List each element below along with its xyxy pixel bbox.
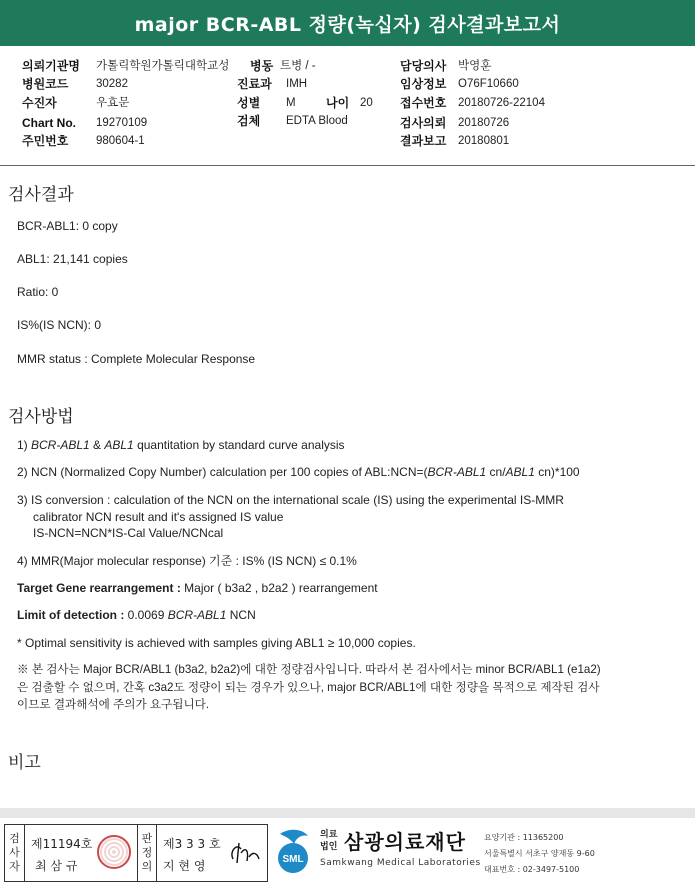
gene-name: ABL1: [104, 438, 134, 452]
gene-name: BCR-ABL1: [167, 608, 227, 622]
method-step-1: 1) BCR-ABL1 & ABL1 quantitation by standard curve analysis: [17, 438, 345, 452]
pathologist-name: 지 현 영: [163, 859, 206, 873]
logo-mark-text: SML: [282, 854, 304, 865]
id-number-value: 980604-1: [96, 135, 145, 147]
report-date-label: 결과보고: [400, 134, 447, 148]
request-date-label: 검사의뢰: [400, 116, 447, 130]
chart-no-label: Chart No.: [22, 116, 76, 130]
signature-box: [4, 824, 268, 882]
limit-of-detection: Limit of detection : 0.0069 BCR-ABL1 NCN: [17, 608, 256, 622]
report-title: major BCR-ABL 정량(녹십자) 검사결과보고서: [0, 0, 695, 46]
gene-name: ABL1: [505, 465, 535, 479]
ward-label: 병동: [250, 59, 274, 73]
doctor-label: 담당의사: [400, 59, 447, 73]
sml-logo-icon: [272, 828, 314, 876]
method-step-4: 4) MMR(Major molecular response) 기준 : IS% (IS NCN) ≤ 0.1%: [17, 554, 357, 568]
method-step-3-line-2: calibrator NCN result and it's assigned IS value: [33, 510, 284, 524]
target-gene-rearrangement: [17, 581, 378, 596]
method-section-title: 검사방법: [8, 407, 74, 427]
logo-small-text-1: 의료: [320, 830, 338, 840]
institution-label: 의뢰기관명: [22, 59, 80, 73]
result-bcr-abl1: BCR-ABL1: 0 copy: [17, 219, 118, 233]
dept-label: 진료과: [237, 77, 272, 91]
request-date-value: 20180726: [458, 117, 510, 129]
sex-label: 성별: [237, 96, 261, 110]
id-number-label: 주민번호: [22, 134, 69, 148]
pathologist-signature: [227, 837, 263, 869]
doctor-value: 박영훈: [458, 60, 492, 72]
target-gene-value: Major ( b3a2 , b2a2 ) rearrangement: [184, 581, 378, 595]
result-ratio: Ratio: 0: [17, 285, 59, 299]
dept-value: IMH: [286, 78, 308, 90]
report-date-value: 20180801: [458, 135, 510, 147]
lab-name: 삼광의료재단: [344, 830, 466, 854]
pathologist-label: 판 정 의: [137, 825, 157, 881]
clinical-info-label: 임상정보: [400, 77, 447, 91]
patient-info-header: [0, 46, 695, 166]
examiner-license-no: 제11194호: [31, 837, 93, 851]
logo-small-text-2: 법인: [320, 842, 338, 852]
lab-phone: 대표번호 : 02-3497-5100: [484, 865, 580, 874]
lod-label: Limit of detection :: [17, 608, 128, 622]
lab-logo-block: [272, 824, 692, 882]
disclaimer-line-1: ※ 본 검사는 Major BCR/ABL1 (b3a2, b2a2)에 대한 정량검사입니다. 따라서 본 검사에서는 minor BCR/ABL1 (e1a2): [17, 663, 601, 676]
clinical-info-value: O76F10660: [458, 78, 519, 90]
specimen-label: 검체: [237, 114, 261, 128]
receipt-no-label: 접수번호: [400, 96, 447, 110]
method-step-3-formula: IS-NCN=NCN*IS-Cal Value/NCNcal: [33, 526, 224, 540]
disclaimer-line-2: 은 검출할 수 없으며, 간혹 c3a2도 정량이 되는 경우가 있으나, major BCR/ABL1에 대한 정량을 목적으로 제작된 검사: [17, 681, 600, 694]
method-step-2: 2) NCN (Normalized Copy Number) calculation per 100 copies of ABL:NCN=(BCR-ABL1 cn/ABL1 cn)*100: [17, 465, 580, 479]
chart-no-value: 19270109: [96, 117, 148, 129]
disclaimer-line-3: 이므로 결과해석에 주의가 요구됩니다.: [17, 698, 210, 711]
lab-english-name: Samkwang Medical Laboratories: [320, 858, 481, 868]
hospital-code-value: 30282: [96, 78, 128, 90]
specimen-value: EDTA Blood: [286, 115, 348, 127]
ward-value: 트병 / -: [280, 60, 316, 72]
gene-name: BCR-ABL1: [427, 465, 487, 479]
sensitivity-note: * Optimal sensitivity is achieved with samples giving ABL1 ≥ 10,000 copies.: [17, 636, 416, 650]
patient-label: 수진자: [22, 96, 57, 110]
examiner-seal-stamp: [97, 835, 131, 869]
result-is-percent: IS%(IS NCN): 0: [17, 318, 102, 332]
age-label: 나이: [326, 96, 350, 110]
pathologist-license-no: 제3 3 3 호: [163, 837, 221, 851]
lab-address: 서울특별시 서초구 양재동 9-60: [484, 849, 595, 858]
footer-separator: [0, 808, 695, 818]
examiner-name: 최 삼 규: [35, 859, 78, 873]
examiner-label: 검 사 자: [5, 825, 25, 881]
patient-value: 우효문: [96, 97, 130, 109]
report-footer: [0, 822, 695, 884]
result-abl1: ABL1: 21,141 copies: [17, 252, 128, 266]
result-mmr-status: MMR status : Complete Molecular Response: [17, 352, 256, 366]
age-value: 20: [360, 97, 373, 109]
remarks-section-title: 비고: [8, 753, 41, 773]
institution-value: 가톨릭학원가톨릭대학교성: [96, 60, 230, 72]
target-gene-label: Target Gene rearrangement :: [17, 581, 185, 595]
lab-institution-code: 요양기관 : 11365200: [484, 833, 564, 842]
gene-name: BCR-ABL1: [31, 438, 90, 452]
hospital-code-label: 병원코드: [22, 77, 69, 91]
receipt-no-value: 20180726-22104: [458, 97, 545, 109]
results-section-title: 검사결과: [8, 185, 74, 205]
sex-value: M: [286, 97, 296, 109]
method-step-3: 3) IS conversion : calculation of the NCN on the international scale (IS) using the experimental IS-MMR: [17, 493, 564, 507]
